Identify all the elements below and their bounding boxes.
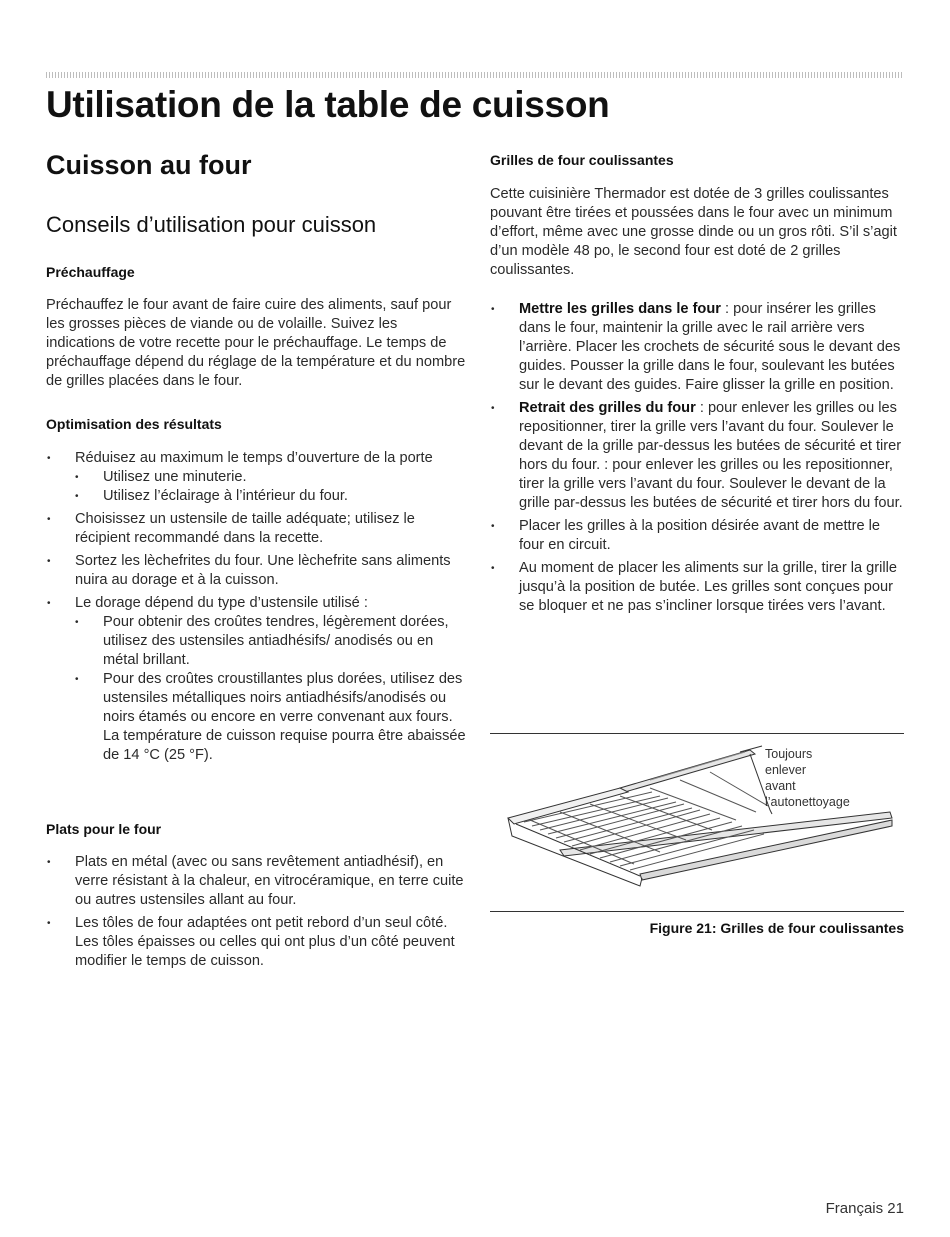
figure-callout: Toujours enlever avant l’autonettoyage xyxy=(765,747,850,809)
sub-list xyxy=(75,613,466,765)
grilles-heading: Grilles de four coulissantes xyxy=(490,152,674,168)
plats-list xyxy=(46,853,466,975)
figure-bottom-rule xyxy=(490,911,904,912)
grilles-list xyxy=(490,300,904,620)
section-heading: Cuisson au four xyxy=(46,150,252,180)
sub-list-item: • Pour des croûtes croustillantes plus dorées, utilisez des ustensiles métalliques noirs antiadhésifs/anodisés ou noirs étamés ou encore en verre convenant aux fours. La température de cuisson requise pourra être abaissée de 14 °C (25 °F). xyxy=(75,670,466,765)
page-title: Utilisation de la table de cuisson xyxy=(46,84,610,125)
optimisation-list xyxy=(46,449,466,769)
plats-heading: Plats pour le four xyxy=(46,821,162,837)
sub-list-item: • Pour obtenir des croûtes tendres, légèrement dorées, utilisez des ustensiles antiadhésifs/ anodisés ou en métal brillant. xyxy=(75,613,466,670)
grilles-text: Cette cuisinière Thermador est dotée de 3 grilles coulissantes pouvant être tirées et poussées dans le four avec un minimum d’effort, même avec une grosse dinde ou un gros rôti. S’il s’agit d’un modèle 48 po, le second four est doté de 2 grilles coulissantes. xyxy=(490,186,897,278)
figure-top-rule xyxy=(490,733,904,734)
list-item: • Réduisez au maximum le temps d’ouverture de la porte • Utilisez une minuterie. • Utilisez l’éclairage à l’intérieur du four. xyxy=(46,449,466,506)
list-item: • Le dorage dépend du type d’ustensile utilisé : • Pour obtenir des croûtes tendres, légèrement dorées, utilisez des ustensiles antiadhésifs/ anodisés ou en métal brillant. • Pour des croûtes croustillantes plus dorées, utilisez des ustensiles métalliques noirs antiadhésifs/anodisés ou noirs étamés ou encore en verre convenant aux fours. La température de cuisson requise pourra être abaissée de 14 °C (25 °F). xyxy=(46,594,466,765)
sub-list-item: • Utilisez une minuterie. xyxy=(75,468,466,487)
list-item: • Placer les grilles à la position désirée avant de mettre le four en circuit. xyxy=(490,517,904,555)
list-item: • Mettre les grilles dans le four : pour insérer les grilles dans le four, maintenir la grille avec le rail arrière vers l’arrière. Placer les crochets de sécurité sous le devant des guides. Pousser la grille dans le four, soulevant les butées sur le devant des guides. Faire glisser la grille en position. xyxy=(490,300,904,395)
subsection-heading: Conseils d’utilisation pour cuisson xyxy=(46,212,377,237)
list-item: • Retrait des grilles du four : pour enlever les grilles ou les repositionner, tirer la grille vers l’avant du four. Soulever le devant de la grille par-dessus les butées de sécurité et tirer hors du four. : pour enlever les grilles ou les repositionner, tirer la grille vers l’avant du four. Soulever le devant de la grille par-dessus les butées de sécurité et tirer hors du four. xyxy=(490,399,904,513)
list-item: • Sortez les lèchefrites du four. Une lèchefrite sans aliments nuira au dorage et à la cuisson. xyxy=(46,552,466,590)
sub-list xyxy=(75,468,466,506)
figure-caption: Figure 21: Grilles de four coulissantes xyxy=(649,920,904,936)
optimisation-heading: Optimisation des résultats xyxy=(46,416,222,432)
list-item: • Plats en métal (avec ou sans revêtement antiadhésif), en verre résistant à la chaleur, en vitrocéramique, en terre cuite ou autres ustensiles allant au four. xyxy=(46,853,466,910)
page-footer: Français 21 xyxy=(825,1200,904,1217)
header-rule xyxy=(46,72,904,78)
prechauffage-heading: Préchauffage xyxy=(46,264,135,280)
prechauffage-text: Préchauffez le four avant de faire cuire des aliments, sauf pour les grosses pièces de viande ou de volaille. Suivez les indications de votre recette pour le préchauffage. Le temps de préchauffage dépend du réglage de la température et du nombre de grilles placées dans le four. xyxy=(46,297,466,389)
list-item: • Les tôles de four adaptées ont petit rebord d’un seul côté. Les tôles épaisses ou celles qui ont plus d’un côté peuvent modifier le temps de cuisson. xyxy=(46,914,466,971)
list-item: • Au moment de placer les aliments sur la grille, tirer la grille jusqu’à la position de butée. Les grilles sont conçues pour se bloquer et ne pas s’incliner lorsque tirées vers l’avant. xyxy=(490,559,904,616)
sub-list-item: • Utilisez l’éclairage à l’intérieur du four. xyxy=(75,487,466,506)
list-item: • Choisissez un ustensile de taille adéquate; utilisez le récipient recommandé dans la recette. xyxy=(46,510,466,548)
